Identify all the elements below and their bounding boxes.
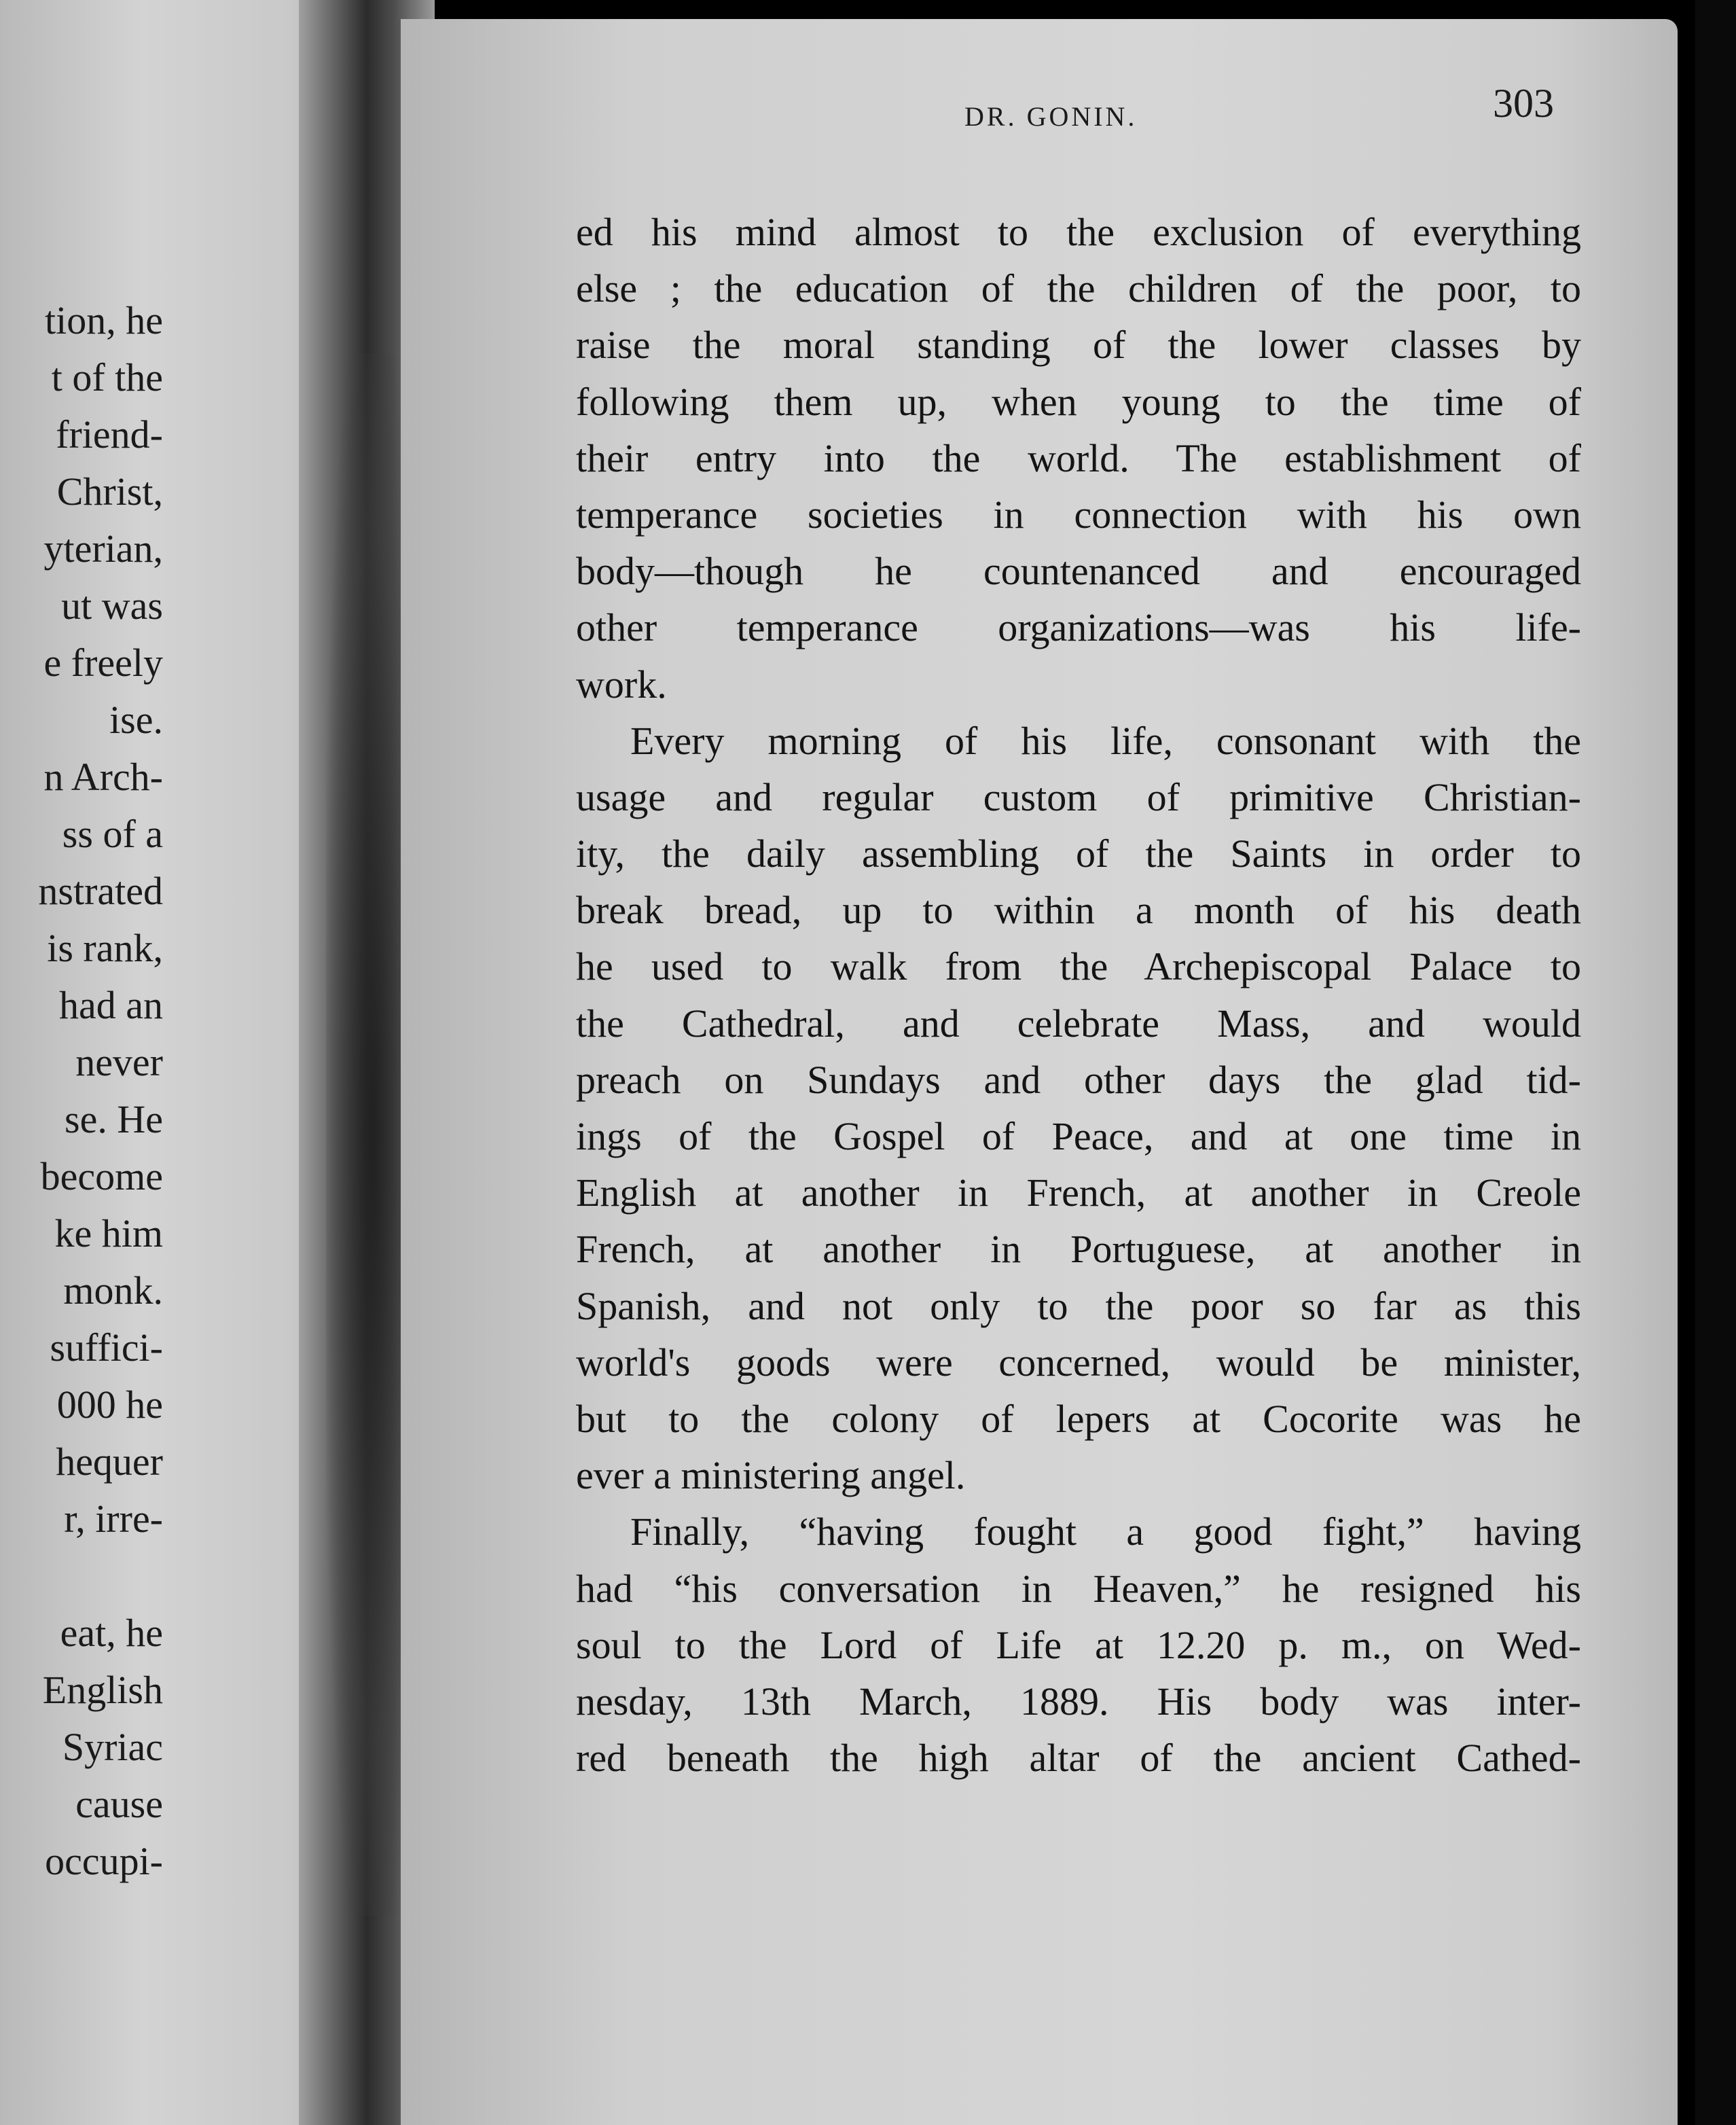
page-edge-shadow — [1695, 0, 1736, 2125]
left-fragment: r, irre- — [64, 1497, 163, 1541]
text-line: nesday, 13th March, 1889. His body was inter- — [576, 1679, 1581, 1724]
left-fragment: had an — [59, 983, 163, 1027]
text-line: soul to the Lord of Life at 12.20 p. m., on Wed- — [576, 1622, 1581, 1667]
left-fragment: 000 he — [56, 1382, 163, 1427]
text-line: French, at another in Portuguese, at another in — [576, 1227, 1581, 1272]
text-line: following them up, when young to the time of — [576, 379, 1581, 424]
text-line: ity, the daily assembling of the Saints in order to — [576, 832, 1581, 876]
left-fragment: t of the — [51, 355, 163, 399]
left-fragment: e freely — [43, 641, 163, 685]
running-head: DR. GONIN. — [964, 101, 1138, 132]
text-line: he used to walk from the Archepiscopal Palace to — [576, 944, 1581, 989]
text-line: break bread, up to within a month of his death — [576, 888, 1581, 933]
text-line: else ; the education of the children of the poor, to — [576, 266, 1581, 311]
text-line: the Cathedral, and celebrate Mass, and would — [576, 1001, 1581, 1046]
left-fragment: nstrated — [38, 869, 163, 913]
left-fragment: tion, he — [45, 298, 163, 342]
left-fragment: become — [40, 1154, 163, 1198]
left-fragment: n Arch- — [43, 755, 163, 799]
text-line: preach on Sundays and other days the glad tid- — [576, 1057, 1581, 1102]
text-line: Spanish, and not only to the poor so far as this — [576, 1283, 1581, 1328]
left-fragment: English — [42, 1668, 163, 1712]
text-line: English at another in French, at another in Creole — [576, 1171, 1581, 1215]
text-line: temperance societies in connection with his own — [576, 492, 1581, 537]
text-line: had “his conversation in Heaven,” he resigned his — [576, 1566, 1581, 1611]
left-fragment: occupi- — [45, 1839, 163, 1883]
left-fragment: cause — [75, 1782, 163, 1826]
text-line: their entry into the world. The establishment of — [576, 435, 1581, 480]
left-fragment: ss of a — [62, 812, 163, 856]
text-line: world's goods were concerned, would be minister, — [576, 1340, 1581, 1385]
text-line: body—though he countenanced and encouraged — [576, 549, 1581, 594]
left-fragment: suffici- — [50, 1325, 163, 1370]
left-fragment: never — [75, 1040, 163, 1084]
left-fragment: eat, he — [60, 1611, 163, 1655]
text-line: ings of the Gospel of Peace, and at one time in — [576, 1114, 1581, 1158]
text-line: raise the moral standing of the lower classes by — [576, 323, 1581, 368]
left-fragment: Christ, — [56, 469, 163, 514]
text-line: work. — [576, 662, 667, 707]
text-line: ever a ministering angel. — [576, 1453, 966, 1498]
body-text — [576, 204, 1581, 1786]
left-fragment: ke him — [54, 1211, 163, 1255]
left-fragment: hequer — [56, 1440, 163, 1484]
left-fragment: is rank, — [47, 926, 163, 970]
text-line: Every morning of his life, consonant with the — [630, 718, 1581, 763]
left-fragment: monk. — [63, 1268, 163, 1312]
left-page-text-fragments — [0, 292, 163, 1923]
left-fragment: se. He — [65, 1097, 163, 1141]
text-line: but to the colony of lepers at Cocorite was he — [576, 1396, 1581, 1441]
page-number: 303 — [1493, 81, 1554, 126]
left-fragment: ut was — [61, 584, 163, 628]
text-line: red beneath the high altar of the ancient Cathed- — [576, 1736, 1581, 1781]
text-line: ed his mind almost to the exclusion of everything — [576, 210, 1581, 254]
left-fragment: friend- — [56, 412, 163, 457]
left-fragment: Syriac — [62, 1725, 163, 1769]
text-line: usage and regular custom of primitive Christian- — [576, 774, 1581, 819]
text-line: other temperance organizations—was his life- — [576, 605, 1581, 650]
text-line: Finally, “having fought a good fight,” having — [630, 1510, 1581, 1554]
left-fragment: ise. — [109, 698, 163, 742]
left-fragment: yterian, — [43, 526, 163, 571]
